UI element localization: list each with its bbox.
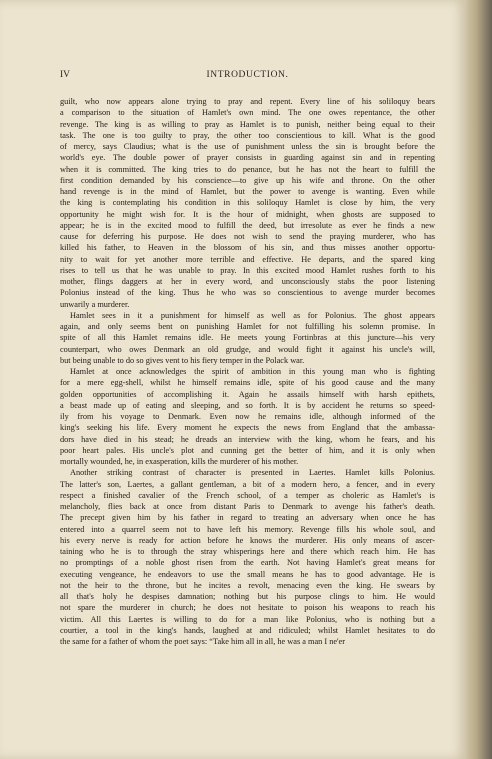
text-line: executing vengeance, he endeavors to use the small means he has to good advantage. He is: [60, 569, 435, 579]
text-line: cause for deferring his purpose. He does not wish to send the praying murderer, who has: [60, 232, 435, 241]
text-line: a beast made up of eating and sleeping, and so forth. It is by accident he returns so speed-: [60, 400, 435, 410]
text-line: dors have died in his stead; he dreads an interview with the king, whom he fears, and his: [60, 434, 435, 444]
text-line: appear; he is in the excited mood to fulfill the deed, but irresolute as ever he finds a new: [60, 220, 435, 230]
text-line: The latter's son, Laertes, a gallant gentleman, a bit of a modern hero, a fencer, and in every: [60, 479, 435, 489]
text-line: killed his father, to Heaven in the blossom of his sin, and thus misses another opportu-: [60, 243, 435, 253]
page-number: IV: [60, 70, 71, 80]
text-line: The precept given him by his father in regard to treating an adversary when once he has: [60, 513, 435, 523]
text-line: nity to wait for yet another more terrible and effective. He departs, and the spared king: [60, 254, 435, 264]
text-line: again, and only seems bent on punishing Hamlet for not fulfilling his solemn promise. In: [60, 322, 435, 331]
text-line: courtier, a tool in the king's hands, laughed at and ridiculed; whilst Hamlet hesitates to do: [60, 625, 435, 635]
text-line: Another striking contrast of character is presented in Laertes. Hamlet kills Polonius.: [70, 468, 435, 478]
text-line: for a mere egg-shell, whilst he himself remains idle, spite of his good cause and the many: [60, 378, 435, 388]
text-line: Polonius instead of the king. Thus he who was so conscientious to avenge murder becomes: [60, 288, 435, 298]
text-line: world's eye. The double power of prayer consists in guarding against sin and in repenting: [60, 153, 435, 163]
text-line: guilt, who now appears alone trying to pray and repent. Every line of his soliloquy bears: [60, 97, 435, 106]
paragraph: [60, 96, 435, 310]
text-line: counterpart, who owes Denmark an old grudge, and would fight it against his uncle's will,: [60, 344, 435, 354]
text-line: revenge. The king is as willing to pray as Hamlet is to punish, neither being equal to their: [60, 119, 435, 129]
text-line: first condition demanded by his conscience—to give up his wife and throne. On the other: [60, 175, 435, 185]
text-line: mortally wounded, he, in exasperation, kills the murderer of his mother.: [60, 457, 299, 466]
text-line: his every nerve is ready for action before he knows the murderer. His only means of ascer-: [60, 535, 435, 545]
text-line: victim. All this Laertes is willing to do for a man like Polonius, who is nothing but a: [60, 614, 435, 624]
text-line: mother, flings daggers at her in every word, and unconsciously stabs the poor listening: [60, 277, 435, 286]
text-line: entered into a quarrel seem not to have left his memory. Revenge fills his whole soul, and: [60, 524, 435, 534]
running-head: INTRODUCTION.: [206, 70, 289, 80]
text-line: no promptings of a noble ghost risen from the earth. Not having Hamlet's great means for: [60, 558, 435, 568]
text-line: when it is committed. The king tries to do penance, but he has not the heart to fulfill the: [60, 164, 435, 174]
text-line: ily from his voyage to Denmark. Even now he remains idle, although informed of the: [60, 412, 435, 421]
text-line: not spare the murderer in church; he does not hesitate to poison his weapons to reach his: [60, 603, 435, 613]
text-line: the same for a father of whom the poet says: “Take him all in all, he was a man I ne'er: [60, 637, 345, 646]
text-line: melancholy, flies back at once from distant Paris to Denmark to avenge his father's death.: [60, 502, 435, 511]
text-line: king's seeking his life. Every moment he expects the news from England that the ambassa-: [60, 423, 435, 433]
text-line: rises to tell us that he was unable to pray. In this excited mood Hamlet rushes forth to his: [60, 265, 435, 275]
text-line: unwarily a murderer.: [60, 299, 130, 309]
text-line: opportunity he might wish for. It is the hour of midnight, when ghosts are supposed to: [60, 209, 435, 219]
text-line: task. The one is too guilty to pray, the other too conscientious to kill. What is the good: [60, 130, 435, 140]
text-line: a comparison to the situation of Hamlet's own mind. The one owes repentance, the other: [60, 108, 435, 118]
text-line: all that's holy he despises damnation; nothing but his purpose clings to him. He would: [60, 592, 435, 601]
text-line: hand revenge is in the mind of Hamlet, but the power to avenge is wanting. Even while: [60, 187, 435, 196]
paragraph: [60, 366, 435, 467]
text-line: poor heart pales. His uncle's plot and cunning get the better of him, and it is only when: [60, 445, 435, 455]
text-line: Hamlet at once acknowledges the spirit of ambition in this young man who is fighting: [70, 367, 435, 376]
body-text: [60, 96, 435, 647]
text-line: golden opportunities of accomplishing it. Again he assails himself with harsh epithets,: [60, 389, 435, 399]
text-line: respect a finished cavalier of the French school, of a temper as choleric as Hamlet's is: [60, 490, 435, 500]
text-line: the king is contemplating his condition in this soliloquy Hamlet is close by him, the very: [60, 198, 435, 208]
text-line: Hamlet sees in it a punishment for himself as well as for Polonius. The ghost appears: [70, 310, 435, 320]
book-gutter: [466, 0, 492, 759]
page-header: [60, 70, 435, 84]
text-line: of mercy, says Claudius; what is the use of punishment unless the sin is brought before the: [60, 142, 435, 151]
text-line: but being unable to do so gives vent to his fiery temper in the Polack war.: [60, 355, 305, 365]
text-line: taining who he is to through the stray whisperings here and there which reach him. He has: [60, 547, 435, 556]
paragraph: [60, 310, 435, 366]
paragraph: [60, 467, 435, 647]
text-line: spite of all this Hamlet remains idle. He meets young Fortinbras at this juncture—his very: [60, 333, 435, 343]
text-line: not the heir to the throne, but he incites a revolt, menacing even the king. He swears by: [60, 580, 435, 590]
